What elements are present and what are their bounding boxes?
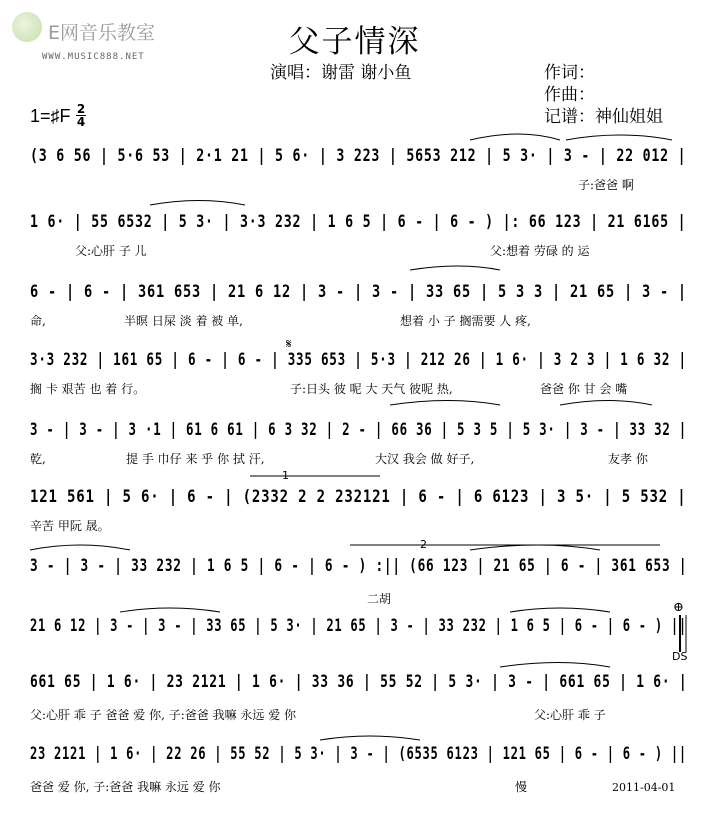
ds-marking: DS — [672, 650, 688, 663]
time-bottom: 4 — [76, 115, 86, 129]
song-title: 父子情深 — [288, 24, 421, 60]
lyric-segment: 二胡 — [367, 592, 392, 606]
score-line-4: 3·3 232 | 161 65 | 6 - | 6 - | 335 653 | 5·3 | 212 26 | 1 6· | 3 2 3 | 1 6 32 | — [30, 350, 687, 370]
volta-2-label: 2 — [420, 538, 427, 551]
lyric-segment: 爸爸 爱 你, 子:爸爸 我嘛 永远 爱 你 — [30, 780, 221, 794]
lyric-segment: 爸爸 你 甘 会 嘴 — [540, 382, 628, 396]
coda-icon: ⊕ — [673, 600, 684, 615]
lyric-segment: 大汉 我会 做 好子, — [375, 452, 475, 466]
lyric-segment: 父:心肝 乖 子 — [534, 708, 606, 722]
composer: 作曲： — [544, 85, 595, 105]
segno-icon: 𝄋 — [286, 337, 292, 352]
score-line-3: 6 - | 6 - | 361 653 | 21 6 12 | 3 - | 3 - | 33 65 | 5 3 3 | 21 65 | 3 - | — [30, 282, 687, 302]
score-line-6: 121 561 | 5 6· | 6 - | (2332 2 2 232121 | 6 - | 6 6123 | 3 5· | 5 532 | — [30, 487, 687, 507]
time-top: 2 — [76, 102, 86, 116]
lyric-segment: 友孝 你 — [608, 452, 648, 466]
score-line-1: (3 6 56 | 5·6 53 | 2·1 21 | 5 6· | 3 223 | 5653 212 | 5 3· | 3 - | 22 012 | — [30, 146, 687, 166]
lyric-segment: 命, — [30, 314, 46, 328]
lyric-segment: 乾, — [30, 452, 46, 466]
lyric-segment: 慢 — [515, 780, 528, 794]
volta-1-label: 1 — [282, 469, 289, 482]
lyric-segment: 子:日头 彼 呢 大 天气 彼呢 热, — [290, 382, 453, 396]
footer-date: 2011-04-01 — [612, 781, 676, 794]
lyric-segment: 父:心肝 乖 子 爸爸 爱 你, 子:爸爸 我嘛 永远 爱 你 — [30, 708, 297, 722]
singers: 演唱：谢雷 谢小鱼 — [270, 63, 412, 83]
lyric-segment: 搁 卡 艰苦 也 着 行。 — [30, 382, 146, 396]
site-url: WWW.MUSIC888.NET — [42, 52, 145, 62]
lyric-segment: 想着 小 子 搁需要 人 疼, — [400, 314, 531, 328]
key-signature: 1=♯F — [30, 106, 71, 126]
score-line-7: 3 - | 3 - | 33 232 | 1 6 5 | 6 - | 6 - ) :|| (66 123 | 21 65 | 6 - | 361 653 | — [30, 556, 688, 576]
lyric-segment: 父:想着 劳碌 的 运 — [490, 244, 590, 258]
lyric-segment: 子:爸爸 啊 — [578, 178, 634, 192]
lyricist: 作词： — [544, 63, 595, 83]
score-line-2: 1 6· | 55 6532 | 5 3· | 3·3 232 | 1 6 5 | 6 - | 6 - ) |: 66 123 | 21 6165 | — [30, 212, 687, 232]
score-line-5: 3 - | 3 - | 3 ·1 | 61 6 61 | 6 3 32 | 2 - | 66 36 | 5 3 5 | 5 3· | 3 - | 33 32 | — [30, 420, 688, 440]
transcriber: 记谱：神仙姐姐 — [544, 107, 663, 127]
lyric-segment: 辛苦 甲阮 晟。 — [30, 519, 110, 533]
score-line-10: 23 2121 | 1 6· | 22 26 | 55 52 | 5 3· | 3 - | (6535 6123 | 121 65 | 6 - | 6 - ) || — [30, 744, 687, 764]
lyric-segment: 父:心肝 子 儿 — [75, 244, 147, 258]
score-line-9: 661 65 | 1 6· | 23 2121 | 1 6· | 33 36 | 55 52 | 5 3· | 3 - | 661 65 | 1 6· | — [30, 672, 688, 692]
site-brand: E网音乐教室 — [48, 22, 156, 44]
score-line-8: 21 6 12 | 3 - | 3 - | 33 65 | 5 3· | 21 65 | 3 - | 33 232 | 1 6 5 | 6 - | 6 - ) || — [30, 616, 687, 636]
lyric-segment: 提 手 巾仔 来 乎 你 拭 汗, — [126, 452, 265, 466]
lyric-segment: 半暝 日屎 淡 着 被 单, — [124, 314, 243, 328]
